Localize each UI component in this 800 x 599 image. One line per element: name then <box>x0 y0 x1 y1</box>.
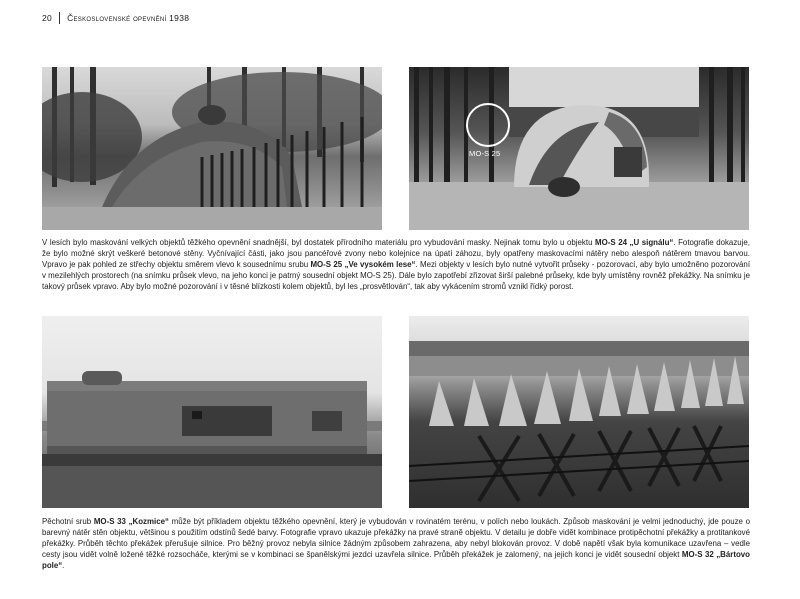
page-number: 20 <box>42 13 53 23</box>
obstacles-illustration <box>409 316 749 508</box>
forest-bunker-illustration <box>42 67 382 230</box>
bunker-label: MO-S 25 <box>469 149 501 158</box>
blockhouse-illustration <box>42 316 382 508</box>
dome-bunker-illustration <box>409 67 749 230</box>
caption-text: V lesích bylo maskování velkých objektů těžkého opevnění snadnější, byl dostatek přírodního materiálu pro vybudování masky. Nejinak tomu bylo u objektu <box>42 238 596 247</box>
running-title: Československé opevnění 1938 <box>67 13 190 23</box>
running-header <box>42 10 189 26</box>
caption-bold: MO-S 24 „U signálu“ <box>595 238 674 247</box>
caption-bold: MO-S 32 „Bártovo pole“ <box>42 549 750 570</box>
caption-text: . <box>62 560 65 570</box>
photo-infantry-blockhouse-field <box>42 316 382 508</box>
photo-camouflaged-bunker-forest <box>42 67 382 230</box>
caption-bold: MO-S 25 „Ve vysokém lese“ <box>310 259 416 269</box>
photo-dome-bunker-forest-clearing <box>409 67 749 230</box>
caption-bottom <box>42 517 750 572</box>
caption-text: může být příkladem objektu těžkého opevnění, který je vybudován v rovinatém terénu, v polích nebo loukách. Způsob maskování je velmi jednoduchý, jde pouze o barevný nátěr stěn objektu, většinou s použitím odstínů šedé barvy. Fotografie vpravo ukazuje překážky na pravé straně objektu. V detailu je dobře vidět kombinace protipěchotní překážky a protitankové překážky. Průběh těchto překážek přerušuje silnice. Pro běžný provoz nebyla silnice žádným způsobem zahrazena, aby nebyl blokován provoz. V době napětí však byla komunikace uzavřena – vedle cesty jsou vidět volně ložené těžké rozsocháče, kterými se v kombinaci se španělskými jezdci uzavřela silnice. Průběh překážek je zalomený, na jejich konci je vidět sousední objekt <box>42 517 750 559</box>
caption-text: . Mezi objekty v lesích bylo nutné vytvořit průseky - pozorovací, aby bylo umožněno pozorování v mezilehlých prostorech (na snímku průsek vlevo, na jeho konci je patrný sousední objekt MO-S 25). Dále bylo zapotřebí zřizovat širší palebné průseky, kde byly umístěny rovněž překážky. Na snímku je takový průsek vpravo. Aby bylo možné pozorování i v těsné blízkosti kolem objektů, byl les „prosvětlován“, tak aby vykácením stromů vznikl řídký porost. <box>42 259 751 291</box>
caption-bold: MO-S 33 „Kozmice“ <box>93 517 169 526</box>
caption-top <box>42 238 750 293</box>
caption-text: . Fotografie dokazuje, že bylo možné skrýt veškeré betonové stěny. Vyčnívající části, jako jsou pancéřové zvony nebo kolejnice na úpatí záhozu, byly opatřeny maskovacími nátěry nebo alespoň nátěrem tmavou barvou. Vpravo je pak pohled ze střechy objektu směrem vlevo k sousednímu srubu <box>42 238 750 269</box>
caption-text: Pěchotní srub <box>42 517 94 526</box>
photo-anti-tank-obstacles <box>409 316 749 508</box>
header-divider <box>59 12 60 24</box>
highlight-circle <box>466 103 510 147</box>
